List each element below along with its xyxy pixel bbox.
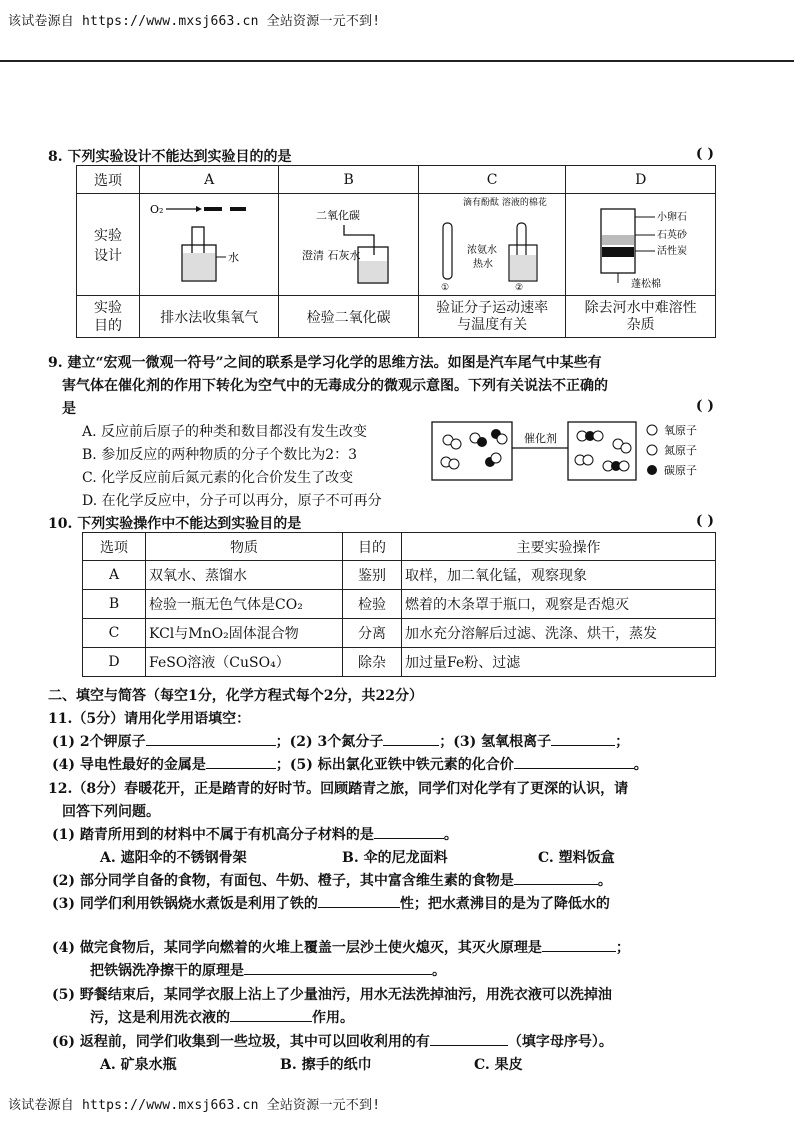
q10-row-d-substance: FeSO溶液（CuSO₄） [146,648,343,677]
water-displacement-diagram [144,195,274,291]
q12-blank-2[interactable] [514,871,598,885]
q12-stem-2: 回答下列问题。 [62,804,160,820]
q12-p1-option-c: C. 塑料饭盒 [538,850,615,866]
q10-header-option: 选项 [83,533,146,561]
q10-row-b-purpose: 检验 [343,590,402,619]
catalyst-label: 催化剂 [524,432,557,445]
q8-col-d: D [566,166,716,194]
q12-p6-option-a: A. 矿泉水瓶 [100,1057,177,1073]
water-label: 水 [228,250,240,264]
hot-water-label: 热水 [473,258,494,270]
q8-header-option: 选项 [77,166,140,194]
q12-part-2: (2) 部分同学自备的食物，有面包、牛奶、橙子，其中富含维生素的食物是 。 [52,873,612,889]
q11-line-1: (1) 2个钾原子 ；(2) 3个氮分子 ；(3) 氢氧根离子 ； [52,734,630,750]
q10-row-a-operation: 取样，加二氧化锰，观察现象 [402,561,716,590]
q10-row-d-operation: 加过量Fe粉、过滤 [402,648,716,677]
section-2-heading: 二、填空与简答（每空1分，化学方程式每个2分，共22分） [48,688,423,704]
q10-row-c-operation: 加水充分溶解后过滤、洗涤、烘干，蒸发 [402,619,716,648]
q8-design-b [279,194,418,296]
q12-part-1: (1) 踏青所用到的材料中不属于有机高分子材料的是 。 [52,827,458,843]
svg-text:②: ② [515,282,524,291]
q12-stem-1: 12.（8分）春暖花开，正是踏青的好时节。回顾踏青之旅，同学们对化学有了更深的认识，请 [48,781,629,797]
q12-part-4: (4) 做完食物后，某同学向燃着的火堆上覆盖一层沙土使火熄灭，其灭火原理是 ； [52,940,630,956]
q10-row-c-purpose: 分离 [343,619,402,648]
legend-carbon: 碳原子 [664,464,697,477]
q9-option-d: D. 在化学反应中，分子可以再分，原子不可再分 [82,493,382,509]
header-rule [0,60,794,62]
q10-row-d-option: D [83,648,146,677]
q10-row-a-purpose: 鉴别 [343,561,402,590]
q11-blank-5[interactable] [514,755,634,769]
q12-blank-4[interactable] [542,938,616,952]
sand-label: 石英砂 [656,229,687,241]
q12-part-4b: 把铁锅洗净擦干的原理是 。 [90,963,446,979]
q11-blank-4[interactable] [206,755,276,769]
q10-stem: 10. 下列实验操作中不能达到实验目的是 [48,516,302,532]
q10-header-substance: 物质 [146,533,343,561]
q8-col-b: B [279,166,418,194]
q12-part-5: (5) 野餐结束后，某同学衣服上沾上了少量油污，用水无法洗掉油污，用洗衣液可以洗掉油 [52,987,612,1003]
water-filter-diagram [571,195,711,291]
limewater-label: 澄清 石灰水 [301,248,361,262]
q9-option-c: C. 化学反应前后氮元素的化合价发生了改变 [82,470,354,486]
q8-table [76,165,716,338]
q8-col-c: C [418,166,566,194]
q12-part-5b: 污，这是利用洗衣液的 作用。 [90,1010,354,1026]
q8-col-a: A [140,166,279,194]
carbon-label: 活性炭 [656,245,687,257]
q11-blank-3[interactable] [551,732,615,746]
q12-blank-5[interactable] [244,961,432,975]
q8-answer-paren: ( ) [695,146,714,162]
cotton-phenol-label: 滴有酚酞 溶液的棉花 [463,197,547,208]
q12-p1-option-b: B. 伞的尼龙面料 [342,850,448,866]
q9-stem-3: 是 [62,401,76,417]
q9-option-a: A. 反应前后原子的种类和数目都没有发生改变 [82,424,368,440]
co2-label: 二氧化碳 [315,208,360,222]
q11-stem: 11.（5分）请用化学用语填空： [48,711,251,727]
q10-row-a-substance: 双氧水、蒸馏水 [146,561,343,590]
q10-answer-paren: ( ) [695,513,714,529]
q8-purpose-d: 除去河水中难溶性 杂质 [566,296,716,338]
watermark-bottom: 该试卷源自 https://www.mxsj663.cn 全站资源一元不到! [8,1098,381,1113]
q10-row-b-operation: 燃着的木条罩于瓶口，观察是否熄灭 [402,590,716,619]
legend-nitrogen: 氮原子 [664,444,697,457]
q10-table [82,532,716,677]
q8-design-d [566,194,716,296]
legend-oxygen: 氧原子 [664,424,697,437]
q12-part-3: (3) 同学们利用铁锅烧水煮饭是利用了铁的 性；把水煮沸目的是为了降低水的 [52,896,610,912]
q9-stem-2: 害气体在催化剂的作用下转化为空气中的无毒成分的微观示意图。下列有关说法不正确的 [62,378,608,394]
q10-header-operation: 主要实验操作 [402,533,716,561]
q9-answer-paren: ( ) [695,398,714,414]
molecule-motion-diagram [423,195,561,291]
o2-label: O₂ [150,202,164,216]
q11-line-2: (4) 导电性最好的金属是 ；(5) 标出氯化亚铁中铁元素的化合价 。 [52,757,648,773]
q10-row-c-substance: KCl与MnO₂固体混合物 [146,619,343,648]
q12-blank-1[interactable] [374,825,444,839]
q12-part-6: (6) 返程前，同学们收集到一些垃圾，其中可以回收利用的有 （填字母序号）。 [52,1034,613,1050]
reaction-micro-diagram [430,416,730,486]
pebble-label: 小卵石 [656,211,687,223]
q8-header-purpose: 实验 目的 [77,296,140,338]
watermark-top: 该试卷源自 https://www.mxsj663.cn 全站资源一元不到! [8,14,381,29]
q11-blank-1[interactable] [146,732,276,746]
q10-row-d-purpose: 除杂 [343,648,402,677]
q10-row-a-option: A [83,561,146,590]
q12-p1-option-a: A. 遮阳伞的不锈钢骨架 [100,850,247,866]
q10-row-b-substance: 检验一瓶无色气体是CO₂ [146,590,343,619]
q12-blank-3[interactable] [318,894,400,908]
cotton-label: 蓬松棉 [630,278,661,290]
q8-stem: 8. 下列实验设计不能达到实验目的的是 [48,149,292,165]
q10-header-purpose: 目的 [343,533,402,561]
q12-p6-option-c: C. 果皮 [474,1057,523,1073]
q8-design-c [418,194,566,296]
q10-row-b-option: B [83,590,146,619]
q8-design-a [140,194,279,296]
q8-purpose-a: 排水法收集氧气 [140,296,279,338]
q12-blank-7[interactable] [430,1032,508,1046]
q8-purpose-b: 检验二氧化碳 [279,296,418,338]
ammonia-label: 浓氨水 [467,244,498,256]
co2-test-diagram [284,195,414,291]
q8-header-design: 实验 设计 [77,194,140,296]
q12-p6-option-b: B. 擦手的纸巾 [280,1057,372,1073]
q11-blank-2[interactable] [383,732,439,746]
q10-row-c-option: C [83,619,146,648]
q9-option-b: B. 参加反应的两种物质的分子个数比为2：3 [82,447,358,463]
svg-text:①: ① [441,282,450,291]
q8-purpose-c: 验证分子运动速率 与温度有关 [418,296,566,338]
q9-stem-1: 9. 建立“宏观一微观一符号”之间的联系是学习化学的思维方法。如图是汽车尾气中某些有 [48,355,602,371]
q12-blank-6[interactable] [230,1008,312,1022]
